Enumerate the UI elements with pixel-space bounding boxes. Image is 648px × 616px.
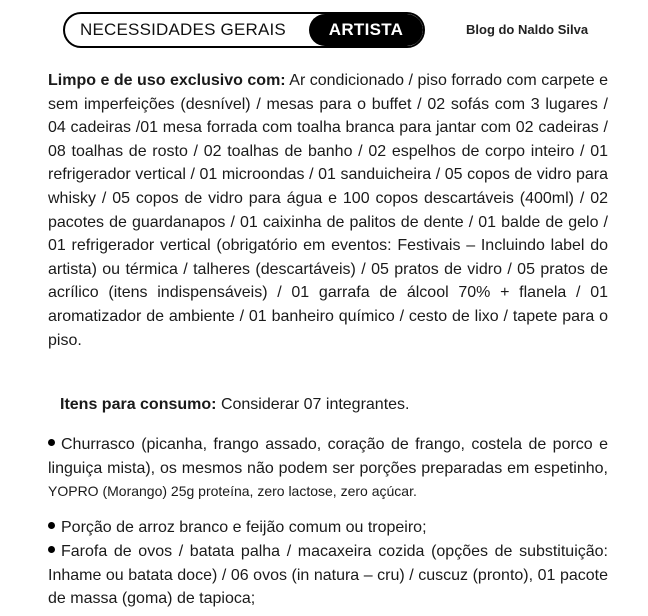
consumo-line: [60, 395, 410, 415]
consumo-label: Itens para consumo:: [60, 396, 217, 413]
list-item-text: Farofa de ovos / batata palha / macaxeira cozida (opções de substituição: Inhame ou batata doce) / 06 ovos (in natura – cru) / cuscuz (pronto), 01 pacote de massa (goma) de tapioca;: [48, 543, 608, 607]
list-item-note: YOPRO (Morango) 25g proteína, zero lactose, zero açúcar.: [48, 483, 417, 499]
bullet-icon: [48, 439, 55, 446]
intro-text: Ar condicionado / piso forrado com carpete e sem imperfeições (desnível) / mesas para o buffet / 02 sofás com 3 lugares / 04 cadeiras /01 mesa forrada com toalha branca para jantar com 02 cadeiras / 08 toalhas de rosto / 02 toalhas de banho / 02 espelhos de corpo inteiro / 01 refrigerador vertical / 01 microondas / 01 sanduicheira / 05 copos de vidro para whisky / 05 copos de vidro para água e 100 copos descartáveis (400ml) / 02 pacotes de guardanapos / 01 caixinha de palitos de dente / 01 balde de gelo / 01 refrigerador vertical (obrigatório em eventos: Festivais – Incluindo label do artista) ou térmica / talheres (descartáveis) / 05 pratos de vidro / 05 pratos de acrílico (itens indispensáveis) / 01 garrafa de álcool 70% + flanela / 01 aromatizador de ambiente / 01 banheiro químico / cesto de lixo / tapete para o piso.: [48, 72, 609, 349]
tab-artista: ARTISTA: [309, 14, 423, 46]
intro-label: Limpo e de uso exclusivo com:: [48, 72, 286, 89]
bullet-icon: [48, 546, 55, 553]
bullet-icon: [48, 522, 55, 529]
list-item-text: Churrasco (picanha, frango assado, coração de frango, costela de porco e linguiça mista), os mesmos não podem ser porções preparadas em espetinho,: [48, 436, 608, 477]
list-item-arroz: [48, 516, 608, 540]
section-tabs: [63, 12, 425, 48]
intro-paragraph: [48, 69, 608, 352]
list-item-farofa: [48, 540, 608, 611]
tab-necessidades-gerais: NECESSIDADES GERAIS: [80, 20, 286, 39]
consumo-text: Considerar 07 integrantes.: [220, 396, 410, 413]
list-item-churrasco: [48, 433, 608, 504]
blog-credit: Blog do Naldo Silva: [466, 22, 589, 37]
list-item-text: Porção de arroz branco e feijão comum ou tropeiro;: [61, 519, 427, 536]
